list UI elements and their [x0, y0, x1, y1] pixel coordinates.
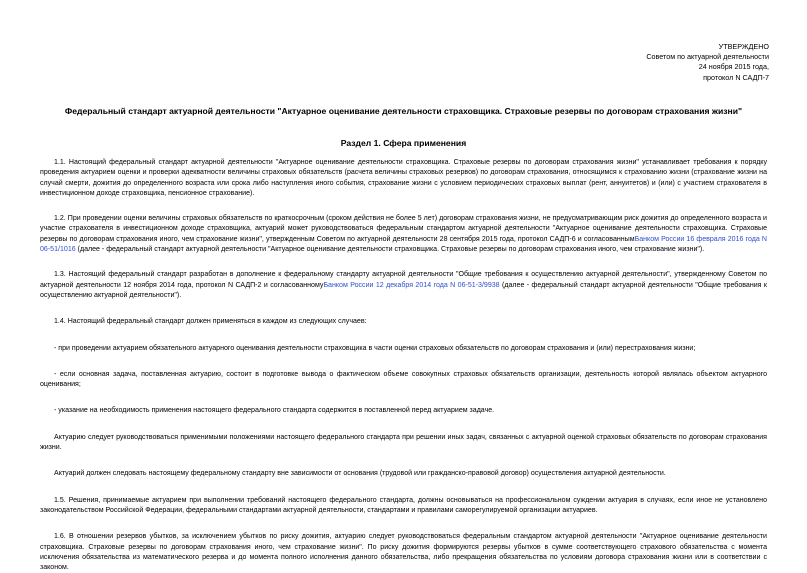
- paragraph-text: (далее - федеральный стандарт актуарной деятельности "Общие требования к осуществлению актуарной деятельности").: [40, 281, 767, 299]
- paragraph-1-3: [40, 270, 767, 301]
- list-item: - при проведении актуарием обязательного актуарного оценивания деятельности страховщика в части оценки страховых обязательств по договорам страхования и (или) перестрахования жизни;: [54, 344, 696, 352]
- paragraph-follow: Актуарию следует руководствоваться применимыми положениями настоящего федерального стандарта при решении иных задач, связанных с актуарной оценкой страховых обязательств по договорам страхования жизни.: [40, 433, 767, 452]
- approval-line: 24 ноября 2015 года,: [698, 62, 769, 72]
- paragraph-1-4: 1.4. Настоящий федеральный стандарт должен применяться в каждом из следующих случаев:: [54, 318, 367, 326]
- paragraph-must: Актуарий должен следовать настоящему федеральному стандарту вне зависимости от основания (трудовой или гражданско-правовой договор) осуществления актуарной деятельности.: [54, 470, 666, 478]
- document-title: Федеральный стандарт актуарной деятельности "Актуарное оценивание деятельности страховщика. Страховые резервы по договорам страхования жизни": [64, 106, 743, 116]
- approval-line: Советом по актуарной деятельности: [646, 52, 769, 62]
- list-item: - если основная задача, поставленная актуарию, состоит в подготовке вывода о фактическом объеме совокупных страховых обязательств организации, деятельность которой являлась объектом актуарного оценивания;: [40, 370, 767, 389]
- bank-of-russia-link-2014[interactable]: Банком России 12 декабря 2014 года N 06-51-3/9938: [323, 281, 500, 289]
- section-title: Раздел 1. Сфера применения: [340, 138, 467, 148]
- document-body: [40, 158, 767, 573]
- paragraph-1-5: 1.5. Решения, принимаемые актуарием при выполнении требований настоящего федерального стандарта, должны основываться на профессиональном суждении актуария в случаях, если иное не установлено законодательством Российской Федерации, федеральными стандартами актуарной деятельности, стандартами и правилами саморегулируемой организации актуариев.: [40, 496, 767, 514]
- paragraph-1-2: [40, 214, 767, 255]
- paragraph-text: 1.3. Настоящий федеральный стандарт разработан в дополнение к федеральному стандарту актуарной деятельности "Общие требования к осуществлению актуарной деятельности", утвержденному Советом по актуарной деятельности 12 ноября 2014 года, протокол N САДП-2 и согласованному: [40, 271, 767, 289]
- list-item: - указание на необходимость применения настоящего федерального стандарта содержится в поставленной перед актуарием задаче.: [54, 407, 495, 415]
- paragraph-text: 1.2. При проведении оценки величины страховых обязательств по краткосрочным (сроком действия не более 5 лет) договорам страхования жизни, не предусматривающим риск дожития до определенного возраста и участие страхователя в инвестиционном доходе страховщика, актуарий может руководствоваться федеральным стандартом актуарной деятельности "Актуарное оценивание деятельности страховщика. Страховые резервы по договорам страхования иного, чем страхование жизни", утвержденным Советом по актуарной деятельности 28 сентября 2015 года, протокол САДП-6 и согласованным: [40, 215, 767, 243]
- approval-block: [646, 42, 769, 83]
- paragraph-1-6: 1.6. В отношении резервов убытков, за исключением убытков по риску дожития, актуарию следует руководствоваться федеральным стандартом актуарной деятельности "Актуарное оценивание деятельности страховщика. Страховые резервы по договорам страхования иного, чем страхование жизни". По риску дожития формируются резервы убытков в сумме соответствующего страхового обязательства с момента исключения обязательства из математического резерва и до момента полного исполнения данного обязательства, либо прекращения обязательства по условиям договора страхования жизни или в соответствии с законом.: [40, 533, 767, 572]
- bank-of-russia-link-2016[interactable]: Банком России 16 февраля 2016 года N 06-51/1016: [40, 235, 767, 254]
- approval-line: протокол N САДП-7: [703, 72, 769, 82]
- approval-line: УТВЕРЖДЕНО: [718, 42, 769, 51]
- paragraph-text: (далее - федеральный стандарт актуарной деятельности "Актуарное оценивание деятельности страховщика. Страховые резервы по договорам страхования иного, чем страхование жизни").: [75, 246, 705, 254]
- paragraph-1-1: 1.1. Настоящий федеральный стандарт актуарной деятельности "Актуарное оценивание деятельности страховщика. Страховые резервы по договорам страхования жизни" устанавливает требования к порядку проведения актуарием оценки и проверки адекватности величины страховых обязательств (расчета величины страховых резервов) по договорам страхования, относящимся к страхованию жизни (страхование жизни на случай смерти, дожития до определенного возраста или срока либо наступления иного события, страхование жизни с условием периодических страховых выплат (рент, аннуитетов) и (или) с участием страхователя в инвестиционном доходе страховщика, пенсионное страхование).: [40, 159, 767, 197]
